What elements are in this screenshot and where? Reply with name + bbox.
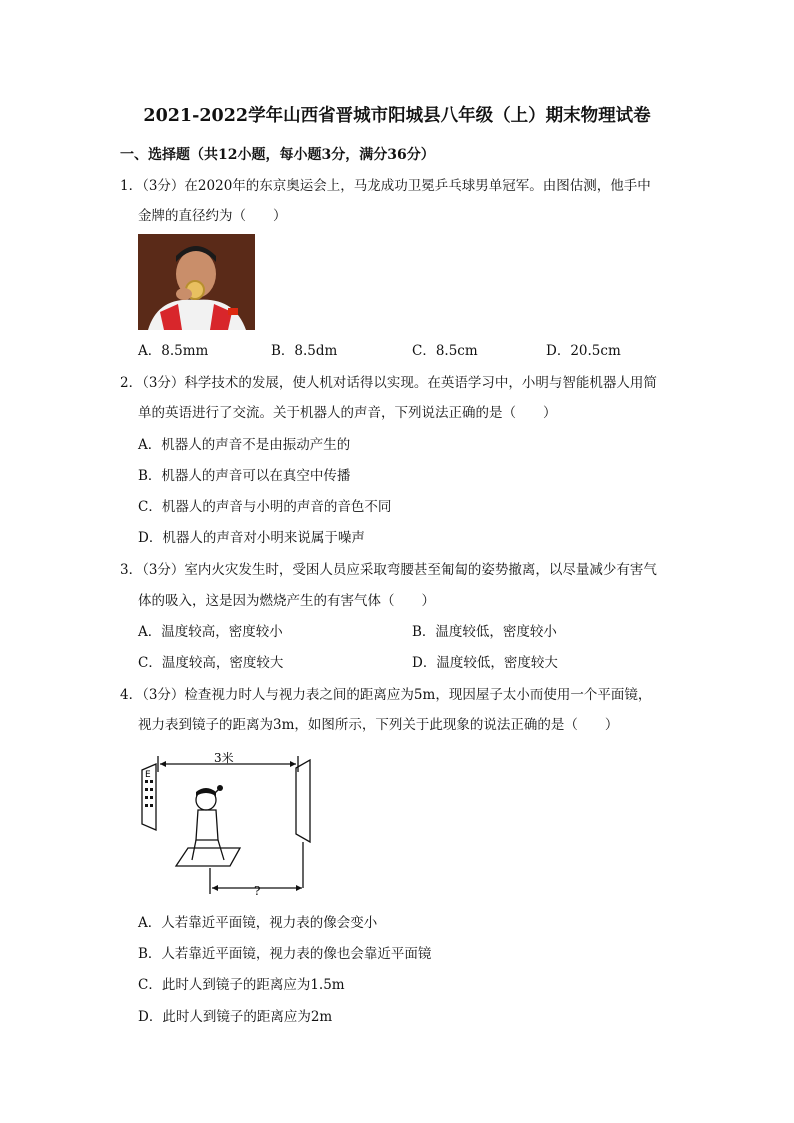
q4-option-b: B．人若靠近平面镜，视力表的像也会靠近平面镜 bbox=[138, 946, 432, 962]
section-heading: 一、选择题（共12小题，每小题3分，满分36分） bbox=[120, 147, 435, 163]
q2-option-c: C．机器人的声音与小明的声音的音色不同 bbox=[138, 499, 392, 515]
q2-option-d: D．机器人的声音对小明来说属于噪声 bbox=[138, 530, 365, 546]
q1-option-d: D．20.5cm bbox=[546, 343, 621, 359]
q4-mirror-diagram bbox=[136, 748, 326, 898]
athlete-illustration bbox=[138, 234, 255, 330]
q2-stem-line2: 单的英语进行了交流。关于机器人的声音，下列说法正确的是（ ） bbox=[138, 405, 557, 421]
q1-photo-medal bbox=[138, 234, 255, 330]
q1-stem-line1: 1．（3分）在2020年的东京奥运会上，马龙成功卫冕乒乓球男单冠军。由图估测，他手中 bbox=[120, 178, 651, 194]
q2-option-b: B．机器人的声音可以在真空中传播 bbox=[138, 468, 351, 484]
q4-option-a: A．人若靠近平面镜，视力表的像会变小 bbox=[138, 915, 378, 931]
q2-stem-line1: 2．（3分）科学技术的发展，使人机对话得以实现。在英语学习中，小明与智能机器人用简 bbox=[120, 375, 657, 391]
q4-stem-line2: 视力表到镜子的距离为3m，如图所示，下列关于此现象的说法正确的是（ ） bbox=[138, 717, 619, 733]
q1-option-b: B．8.5dm bbox=[271, 343, 338, 359]
q4-stem-line1: 4．（3分）检查视力时人与视力表之间的距离应为5m，现因屋子太小而使用一个平面镜， bbox=[120, 687, 652, 703]
q3-option-d: D．温度较低，密度较大 bbox=[412, 655, 558, 671]
plane-mirror bbox=[296, 760, 310, 842]
q3-stem-line1: 3．（3分）室内火灾发生时，受困人员应采取弯腰甚至匍匐的姿势撤离，以尽量减少有害气 bbox=[120, 562, 657, 578]
q3-option-a: A．温度较高，密度较小 bbox=[138, 624, 283, 640]
top-distance-label: 3米 bbox=[214, 751, 234, 765]
q2-option-a: A．机器人的声音不是由振动产生的 bbox=[138, 437, 351, 453]
bottom-distance-label: ? bbox=[254, 884, 261, 898]
page-title: 2021-2022学年山西省晋城市阳城县八年级（上）期末物理试卷 bbox=[143, 106, 651, 126]
q4-option-c: C．此时人到镜子的距离应为1.5m bbox=[138, 977, 345, 993]
eye-chart-letter: E bbox=[145, 770, 151, 780]
q4-option-d: D．此时人到镜子的距离应为2m bbox=[138, 1009, 333, 1025]
q3-stem-line2: 体的吸入，这是因为燃烧产生的有害气体（ ） bbox=[138, 593, 435, 609]
q3-option-b: B．温度较低，密度较小 bbox=[412, 624, 557, 640]
q1-stem-line2: 金牌的直径约为（ ） bbox=[138, 208, 287, 224]
q1-option-a: A．8.5mm bbox=[138, 343, 209, 359]
q3-option-c: C．温度较高，密度较大 bbox=[138, 655, 284, 671]
q1-option-c: C．8.5cm bbox=[412, 343, 478, 359]
